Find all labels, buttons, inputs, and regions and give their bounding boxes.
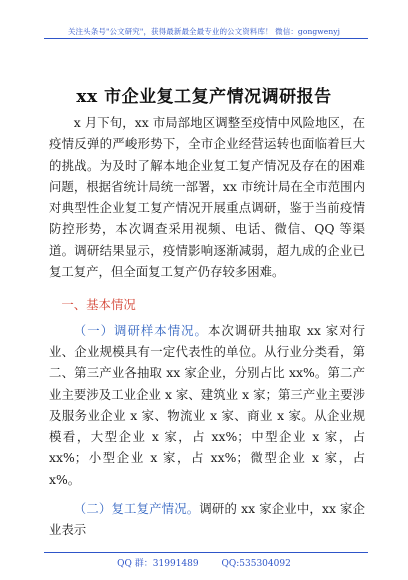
header-divider bbox=[44, 38, 368, 39]
document-title: xx 市企业复工复产情况调研报告 bbox=[76, 87, 332, 107]
header-note: 关注头条号"公文研究"，获得最新最全最专业的公文资料库！ 微信：gongwenyj bbox=[67, 27, 341, 36]
document-body bbox=[49, 112, 365, 541]
footer-divider bbox=[44, 552, 368, 553]
footer-qq: QQ:535304092 bbox=[221, 559, 291, 569]
subsection-sample-lead: （一）调研样本情况。 bbox=[73, 322, 208, 338]
subsection-resumption-body: 调研的 xx 家企业中，xx 家企业表示 bbox=[49, 501, 365, 538]
footer bbox=[0, 556, 408, 569]
subsection-sample-body: 本次调研共抽取 xx 家对行业、企业规模具有一定代表性的单位。从行业分类看，第二、第三产业各抽取 xx 家企业，分别占比 xx%。第二产业主要涉及工业企业 x 家、建筑业 x 家；第三产业主要涉及服务业企业 x 家、物流业 x 家、商业 x 家。从企业规模看，大型企业 x 家，占 xx%；中型企业 x 家，占 xx%；小型企业 x 家，占 xx%；微型企业 x 家，占 x%。 bbox=[49, 322, 366, 487]
section-heading-basic: 一、基本情况 bbox=[61, 297, 136, 313]
intro-paragraph: x 月下旬，xx 市局部地区调整至疫情中风险地区，在疫情反弹的严峻形势下，全市企业经营运转也面临着巨大的挑战。为及时了解本地企业复工复产情况及存在的困难问题，根据省统计局统一部署，xx 市统计局在全市范围内对典型性企业复工复产情况开展重点调研，鉴于当前疫情防控形势，本次调查采用视频、电话、微信、QQ 等渠道。调研结果显示，疫情影响逐渐减弱，超九成的企业已复工复产，但全面复工复产仍存较多困难。 bbox=[49, 115, 365, 280]
subsection-resumption-lead: （二）复工复产情况。 bbox=[73, 501, 200, 517]
subsection-resumption-paragraph bbox=[49, 498, 365, 541]
subsection-sample-paragraph bbox=[49, 320, 365, 490]
footer-qq-group: QQ 群：31991489 bbox=[117, 559, 199, 569]
